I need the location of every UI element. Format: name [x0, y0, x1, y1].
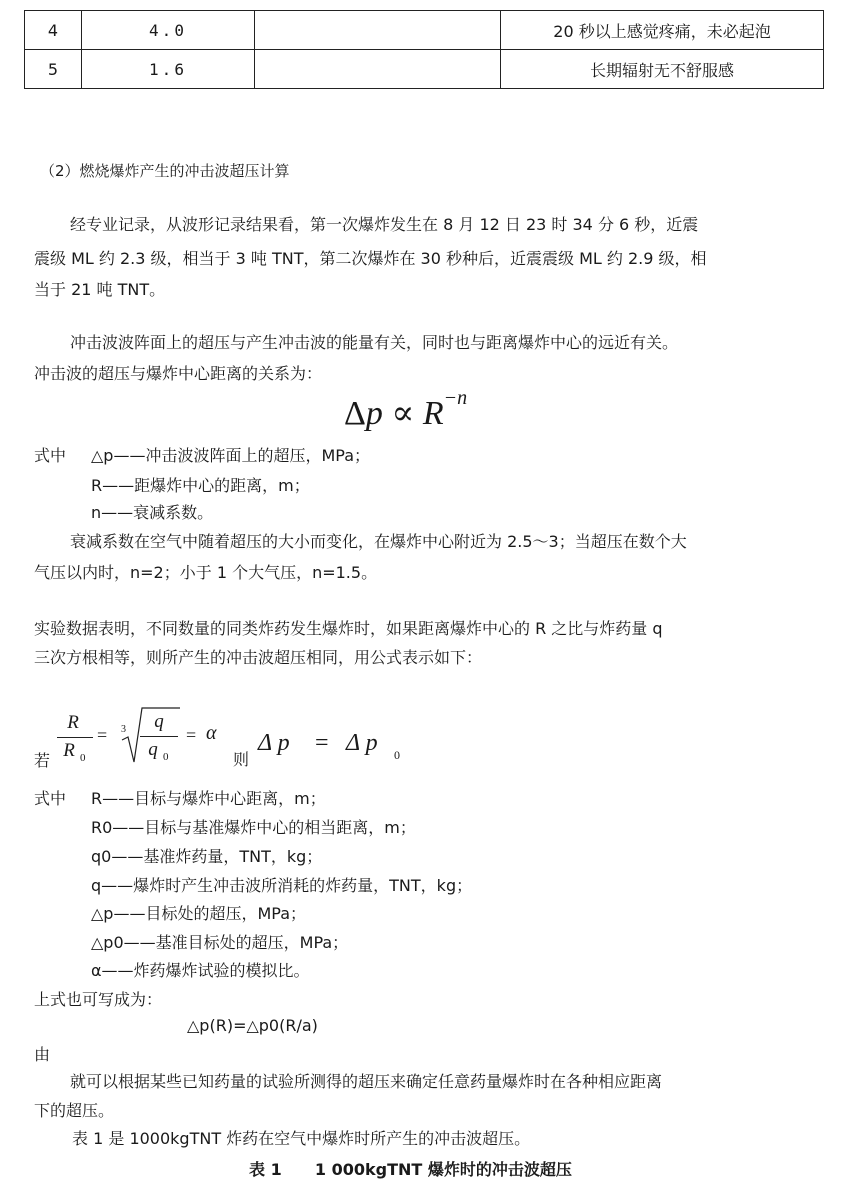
paragraph-line: 震级 ML 约 2.3 级，相当于 3 吨 TNT，第二次爆炸在 30 秒种后，近震震级 ML 约 2.9 级，相 [34, 249, 707, 268]
caption-label: 表 1 [249, 1160, 282, 1179]
table-row [25, 11, 824, 50]
formula-r: R [422, 395, 444, 432]
formula-q-num: q [154, 711, 164, 732]
table-cell-desc [255, 11, 501, 50]
table-cell-desc [255, 50, 501, 89]
table-cell-value: 4.0 [82, 11, 255, 50]
definition-item: q——爆炸时产生冲击波所消耗的炸药量，TNT，kg； [91, 876, 473, 895]
table-cell-effect: 长期辐射无不舒服感 [501, 50, 824, 89]
paragraph-line: 表 1 是 1000kgTNT 炸药在空气中爆炸时所产生的冲击波超压。 [72, 1129, 531, 1148]
caption-title: 1 000kgTNT 爆炸时的冲击波超压 [314, 1160, 572, 1179]
formula-eq: = [97, 725, 108, 745]
paragraph-line: 下的超压。 [34, 1101, 115, 1120]
formula-p: p [365, 395, 383, 432]
formula-r-num: R [67, 712, 79, 733]
section-heading: （2）燃烧爆炸产生的冲击波超压计算 [40, 162, 290, 180]
defs-prefix: 式中 [34, 789, 67, 808]
paragraph-line: 就可以根据某些已知药量的试验所测得的超压来确定任意药量爆炸时在各种相应距离 [70, 1072, 663, 1091]
formula-delta: Δ [344, 395, 366, 432]
formula-dp: Δ p [258, 730, 290, 756]
definition-item: R——目标与爆炸中心距离，m； [91, 789, 326, 808]
definition-item: △p——冲击波波阵面上的超压，MPa； [91, 446, 371, 465]
connector-text: 由 [34, 1045, 51, 1064]
paragraph-line: 三次方根相等，则所产生的冲击波超压相同，用公式表示如下： [34, 648, 483, 667]
table-cell-value: 1.6 [82, 50, 255, 89]
paragraph-line: 冲击波波阵面上的超压与产生冲击波的能量有关，同时也与距离爆炸中心的远近有关。 [70, 333, 679, 352]
formula-then: 则 [233, 750, 250, 769]
root-index: 3 [121, 724, 126, 735]
formula-alpha: α [206, 722, 217, 744]
definition-item: R0——目标与基准爆炸中心的相当距离，m； [91, 818, 416, 837]
table-caption [249, 1157, 572, 1180]
formula-sub: 0 [394, 748, 400, 762]
rewrite-intro: 上式也可写成为： [34, 990, 163, 1009]
fraction-bar [57, 737, 93, 738]
definition-item: R——距爆炸中心的距离，m； [91, 476, 310, 495]
definition-item: n——衰减系数。 [91, 503, 214, 522]
definition-item: △p0——基准目标处的超压，MPa； [91, 933, 349, 952]
table-cell-level: 4 [25, 11, 82, 50]
formula-prop: ∝ [391, 395, 415, 432]
formula-exponent: −n [443, 387, 468, 409]
paragraph-line: 冲击波的超压与爆炸中心距离的关系为： [34, 364, 323, 383]
defs-prefix: 式中 [34, 446, 67, 465]
formula-eq: = [315, 730, 329, 756]
formula-eq: = [186, 725, 197, 745]
formula-r0-den: R [63, 740, 75, 761]
formula-sub: 0 [80, 752, 86, 764]
paragraph-line: 实验数据表明，不同数量的同类炸药发生爆炸时，如果距离爆炸中心的 R 之比与炸药量 q [34, 619, 663, 638]
paragraph-line: 衰减系数在空气中随着超压的大小而变化，在爆炸中心附近为 2.5～3；当超压在数个大 [70, 532, 687, 551]
fraction-bar [140, 736, 178, 737]
definition-item: α——炸药爆炸试验的模拟比。 [91, 961, 310, 980]
formula-sub: 0 [163, 751, 169, 763]
table-row [25, 50, 824, 89]
definition-item: △p——目标处的超压，MPa； [91, 904, 307, 923]
paragraph-line: 经专业记录，从波形记录结果看，第一次爆炸发生在 8 月 12 日 23 时 34 分 6 秒，近震 [70, 215, 699, 234]
formula-if: 若 [34, 751, 51, 770]
formula-q0-den: q [148, 739, 158, 760]
paragraph-line: 当于 21 吨 TNT。 [34, 280, 166, 299]
table-cell-effect: 20 秒以上感觉疼痛，未必起泡 [501, 11, 824, 50]
table-cell-level: 5 [25, 50, 82, 89]
paragraph-line: 气压以内时，n=2；小于 1 个大气压，n=1.5。 [34, 563, 378, 582]
rewrite-formula: △p(R)=△p0(R/a) [187, 1016, 318, 1035]
radiation-table [24, 10, 824, 89]
definition-item: q0——基准炸药量，TNT，kg； [91, 847, 323, 866]
formula-dp0: Δ p [346, 730, 378, 756]
formula-proportional [344, 387, 468, 433]
